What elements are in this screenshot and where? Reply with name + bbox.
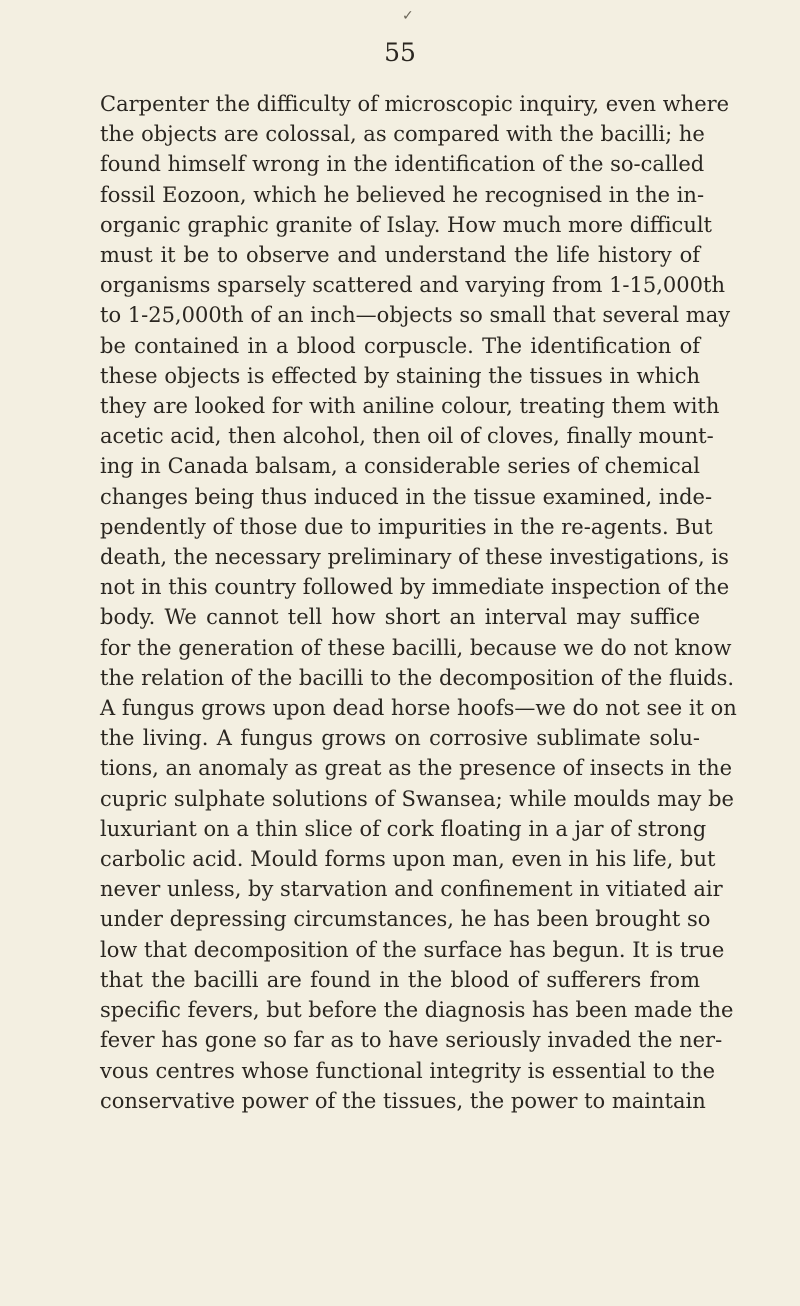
text-line: ing in Canada balsam, a considerable series of chemical <box>100 454 700 479</box>
text-line: they are looked for with aniline colour, treating them with <box>100 394 720 419</box>
text-line: luxuriant on a thin slice of cork floating in a jar of strong <box>100 816 707 841</box>
body-paragraph <box>100 89 737 1116</box>
text-line: pendently of those due to impurities in the re-agents. But <box>100 514 713 539</box>
text-line: found himself wrong in the identification of the so-called <box>100 152 705 177</box>
text-line: these objects is effected by staining the tissues in which <box>100 363 700 388</box>
text-line: the objects are colossal, as compared with the bacilli; he <box>100 122 705 147</box>
text-line: specific fevers, but before the diagnosis has been made the <box>100 998 734 1023</box>
text-line: for the generation of these bacilli, because we do not know <box>100 635 732 660</box>
text-line: fossil Eozoon, which he believed he recognised in the in- <box>100 182 705 207</box>
page-number: 55 <box>384 38 416 67</box>
text-line: fever has gone so far as to have seriously invaded the ner- <box>100 1028 723 1053</box>
text-line: cupric sulphate solutions of Swansea; while moulds may be <box>100 786 734 811</box>
text-line: tions, an anomaly as great as the presence of insects in the <box>100 756 733 781</box>
text-line: low that decomposition of the surface has begun. It is true <box>100 937 725 962</box>
text-line: must it be to observe and understand the life history of <box>100 243 700 268</box>
text-line: conservative power of the tissues, the power to maintain <box>100 1088 706 1113</box>
stray-check-mark: ✓ <box>402 8 414 24</box>
text-line: acetic acid, then alcohol, then oil of cloves, finally mount- <box>100 424 714 449</box>
text-line: vous centres whose functional integrity is essential to the <box>100 1058 715 1083</box>
text-line: changes being thus induced in the tissue examined, inde- <box>100 484 713 509</box>
text-line: carbolic acid. Mould forms upon man, even in his life, but <box>100 847 716 872</box>
text-line: organisms sparsely scattered and varying from 1-15,000th <box>100 273 725 298</box>
text-line: A fungus grows upon dead horse hoofs—we do not see it on <box>100 696 737 721</box>
text-line: the living. A fungus grows on corrosive sublimate solu- <box>100 726 700 751</box>
text-line: to 1-25,000th of an inch—objects so small that several may <box>100 303 731 328</box>
text-line: be contained in a blood corpuscle. The identification of <box>100 333 700 358</box>
text-line: under depressing circumstances, he has been brought so <box>100 907 711 932</box>
text-line: Carpenter the difficulty of microscopic inquiry, even where <box>100 92 730 116</box>
text-line: death, the necessary preliminary of these investigations, is <box>100 545 729 570</box>
text-line: not in this country followed by immediate inspection of the <box>100 575 730 600</box>
text-line: that the bacilli are found in the blood of sufferers from <box>100 967 700 992</box>
text-line: organic graphic granite of Islay. How much more difficult <box>100 212 712 237</box>
text-line: body. We cannot tell how short an interval may suffice <box>100 605 700 630</box>
text-line: never unless, by starvation and confinement in vitiated air <box>100 877 723 902</box>
text-line: the relation of the bacilli to the decomposition of the fluids. <box>100 665 735 690</box>
